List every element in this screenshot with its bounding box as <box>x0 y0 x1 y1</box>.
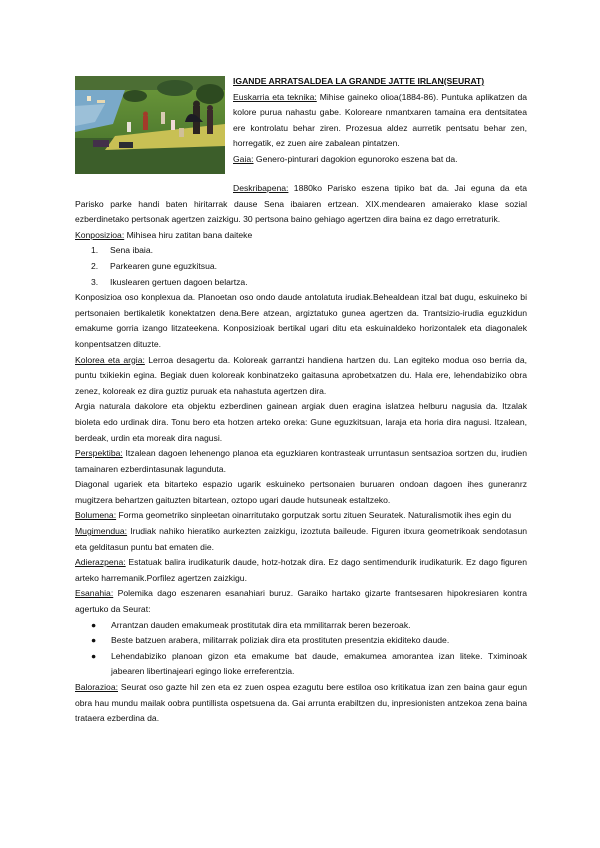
gaia-section <box>233 152 527 168</box>
euskarria-text: Mihise gaineko olioa(1884-86). Puntuka aplikatzen da kolore purua nahastu gabe. Koloreare nmantxaren tamaina era dentsitatea ere kontrolatu behar ziren. Prozesua aldez aurretik pentsatu behar zen, horregatik, ez zuen aire zabalean pintatzen. <box>233 91 527 149</box>
adierazpena-text: Estatuak balira irudikaturik daude, hotz-hotzak dira. Ez dago sentimendurik irudikaturik. Ez dago figuren arteko harremanik.Porfilez agertzen zaizkigu. <box>75 557 527 583</box>
kolorea-paragraph: Argia naturala dakolore eta objektu ezberdinen gainean argiak duen eragina islatzea helburu nagusia da. Itzalak bioleta edo urdinak dira. Tonu bero eta hotzen arteko oreka: Gune eguzkitsuan, laraja eta horia dira nagusi. Itzalean, berdeak, urdin eta moreak dira nagusi. <box>75 401 527 443</box>
mugimendua-label: Mugimendua: <box>75 526 128 537</box>
konposizioa-label: Konposizioa: <box>75 229 125 240</box>
list-item: ● Arrantzan dauden emakumeak prostitutak dira eta mmilitarrak beren bezeroak. <box>75 618 527 634</box>
list-item: 3. Ikuslearen gertuen dagoen belartza. <box>91 276 248 287</box>
deskribapena-text: 1880ko Parisko eszena tipiko bat da. Jai eguna da eta Parisko parke handi baten hiritarrak dause Sena ibaiaren ertzean. XIX.mendearen amaierako klase sozial ezberdinetako pertsonak agertzen zaizkigu. 30 pertsona baino gehiago agertzen dira baina ez dago erretraturik. <box>75 183 527 225</box>
bullet-icon: ● <box>91 650 97 661</box>
list-item: 1. Sena ibaia. <box>91 245 154 256</box>
deskribapena-label: Deskribapena: <box>233 183 289 193</box>
deskribapena-section <box>75 181 527 228</box>
kolorea-text: Lerroa desagertu da. Koloreak garrantzi handiena hartzen du. Lan egiteko modua oso berria da, puntu txikiekin egina. Begiak duen koloreak konbinatzeko gaitasuna aprobetxatzen du. Hala ere, lehendabiziko obra zenez, koloreak ez dira guztiz puruak eta nahastuta agertzen dira. <box>75 354 527 396</box>
bolumena-text: Forma geometriko sinpleetan oinarritutako gorputzak sortu zituen Seuratek. Naturalismotik ihes egin du <box>116 510 512 521</box>
adierazpena-label: Adierazpena: <box>75 557 126 568</box>
bullet-icon: ● <box>91 619 97 630</box>
konposizioa-text: Mihisea hiru zatitan bana daiteke <box>124 229 253 240</box>
gaia-label: Gaia: <box>233 153 254 164</box>
perspektiba-text: Itzalean dagoen lehenengo planoa eta eguzkiaren kontrasteak urruntasun sentsazioa sortzen du, irudien tamainaren ezberdintasunak lagunduta. <box>75 448 527 474</box>
konposizioa-list <box>75 243 527 290</box>
esanahia-label: Esanahia: <box>75 588 114 599</box>
esanahia-bullets <box>75 618 527 680</box>
painting-image <box>75 76 225 174</box>
top-text-block <box>233 74 527 168</box>
konposizioa-section <box>75 228 527 244</box>
perspektiba-section <box>75 446 527 477</box>
esanahia-section <box>75 586 527 617</box>
mugimendua-section <box>75 524 527 555</box>
balorazioa-label: Balorazioa: <box>75 682 118 692</box>
kolorea-label: Kolorea eta argia: <box>75 354 145 365</box>
perspektiba-paragraph: Diagonal ugariek eta bitarteko espazio ugarik eskuineko pertsonaien buruaren ondoan dagoen ihes guneranrz mugitzera behartzen gaituzten bitartean, oztopo ugari daude hutsuneak estaltzeko. <box>75 479 527 505</box>
page-title: IGANDE ARRATSALDEA LA GRANDE JATTE IRLAN(SEURAT) <box>233 76 485 86</box>
euskarria-section <box>233 90 527 152</box>
perspektiba-label: Perspektiba: <box>75 448 123 459</box>
bolumena-section <box>75 508 527 524</box>
balorazioa-text: Seurat oso gazte hil zen eta ez zuen ospea ezagutu bere estiloa oso kritikatua izan zen baina gaur egun obra hau mundu mailak oobra puntillista ospetsuena da. Gai arrunta erabiltzen du, inpresionisten antzekoa zena baina trataera ezberdina da. <box>75 682 527 724</box>
konposizioa-paragraph: Konposizioa oso konplexua da. Planoetan oso ondo daude antolatuta irudiak.Behealdean itzal bat dugu, eskuineko bi pertsonaien bertikaletik konektatzen dena.Bere atzean, argiztatuko gunea agertzen da. Trantsizio-irudia eguzkidun emakume gorria izango litzateekena. Konposizioak bertikal ugari ditu eta eskuinaldeko horizontalek eta diagonalek konpentsatzen dituzte. <box>75 292 527 349</box>
euskarria-label: Euskarria eta teknika: <box>233 91 317 102</box>
mugimendua-text: Irudiak nahiko hieratiko aurkezten zaizkigu, izoztuta baileude. Figuren itxura geometrikoak sendotasun eta gelditasun puntu bat ematen die. <box>75 526 527 552</box>
list-item: 2. Parkearen gune eguzkitsua. <box>91 260 218 271</box>
bolumena-label: Bolumena: <box>75 510 117 521</box>
adierazpena-section <box>75 555 527 586</box>
list-item: ● Beste batzuen arabera, militarrak poliziak dira eta prostituten presentzia ekiditeko daude. <box>75 633 527 649</box>
esanahia-text: Polemika dago eszenaren esanahiari buruz. Garaiko hartako gizarte frantsesaren hipokresiaren kontra agertuko da Seurat: <box>75 588 527 615</box>
list-item: ● Lehendabiziko planoan gizon eta emakume bat daude, emakumea amorantea izan liteke. Tximinoak jabearen libertinajeari egingo lioke erreferentzia. <box>91 650 527 677</box>
deskribapena-block <box>75 181 527 727</box>
kolorea-section <box>75 353 527 400</box>
bullet-icon: ● <box>91 635 97 646</box>
balorazioa-section <box>75 680 527 727</box>
gaia-text: Genero-pinturari dagokion egunoroko eszena bat da. <box>253 153 458 164</box>
